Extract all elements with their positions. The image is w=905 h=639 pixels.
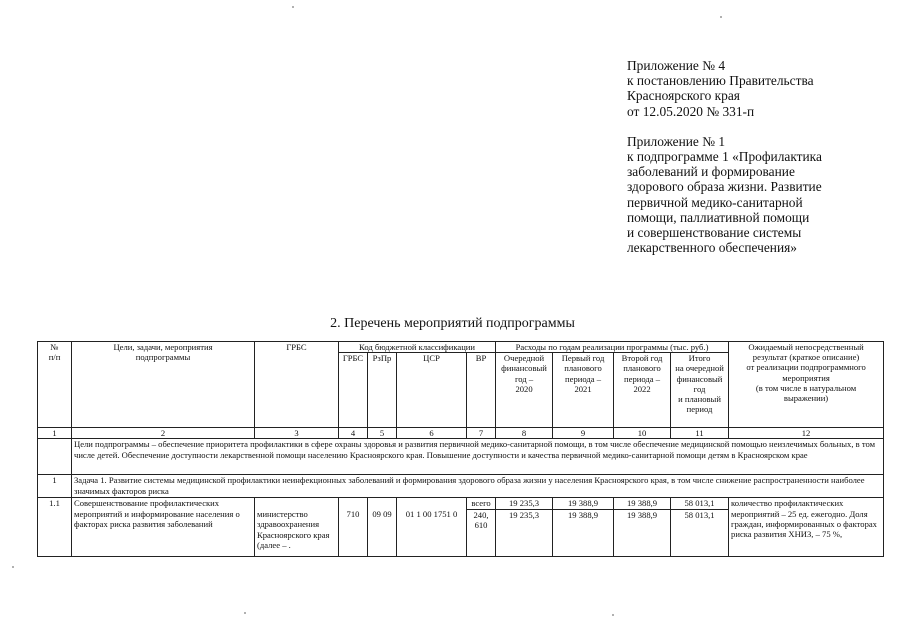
scan-speck xyxy=(244,612,246,614)
row-2021: 19 388,9 xyxy=(553,509,614,556)
total-2022: 19 388,9 xyxy=(614,498,671,509)
row-num: 1.1 xyxy=(38,498,72,556)
col-number: 3 xyxy=(255,428,339,439)
subappendix-line: к подпрограмме 1 «Профилактика xyxy=(627,149,822,165)
total-2021: 19 388,9 xyxy=(553,498,614,509)
row-kbk-csr: 01 1 00 1751 0 xyxy=(397,509,467,556)
col-number: 7 xyxy=(467,428,496,439)
measures-table xyxy=(37,341,884,557)
col-number: 11 xyxy=(671,428,729,439)
subappendix-line: лекарственного обеспечения» xyxy=(627,240,797,256)
scan-speck xyxy=(12,566,14,568)
row-grbs-top xyxy=(255,498,339,509)
header-year-2020: Очередной финансовый год – 2020 xyxy=(496,353,553,428)
scan-speck xyxy=(292,6,294,8)
total-label: всего xyxy=(467,498,496,509)
header-expenses: Расходы по годам реализации программы (тыс. руб.) xyxy=(496,342,729,353)
header-goals: Цели, задачи, мероприятия подпрограммы xyxy=(72,342,255,428)
empty-cell xyxy=(339,498,368,509)
header-year-2021: Первый год планового периода – 2021 xyxy=(553,353,614,428)
appendix-heading xyxy=(627,58,897,255)
subappendix-line: первичной медико-санитарной xyxy=(627,194,803,210)
goal-num-cell xyxy=(38,439,72,475)
row-kbk-vr: 240, 610 xyxy=(467,509,496,556)
col-number: 6 xyxy=(397,428,467,439)
col-number: 8 xyxy=(496,428,553,439)
col-number: 2 xyxy=(72,428,255,439)
total-2020: 19 235,3 xyxy=(496,498,553,509)
subappendix-line: заболеваний и формирование xyxy=(627,164,795,180)
col-number: 10 xyxy=(614,428,671,439)
section-title: 2. Перечень мероприятий подпрограммы xyxy=(330,316,575,331)
header-year-2022: Второй год планового периода – 2022 xyxy=(614,353,671,428)
col-number: 4 xyxy=(339,428,368,439)
header-kbk-grbs: ГРБС xyxy=(339,353,368,428)
empty-cell xyxy=(368,498,397,509)
col-number: 12 xyxy=(729,428,884,439)
goal-text: Цели подпрограммы – обеспечение приоритета профилактики в сфере охраны здоровья и развития первичной медико-санитарной помощи, в том числе обеспечение медицинской помощью неизлечимых больных, в том числе детей. Обеспечение доступности лекарственной помощи населению Красноярского края. Повышение доступности и качества первичной медико-санитарной помощи детям в Красноярском крае xyxy=(72,439,884,475)
header-kbk-rzpr: РзПр xyxy=(368,353,397,428)
header-kbk-vr: ВР xyxy=(467,353,496,428)
appendix-line: Красноярского края xyxy=(627,88,740,104)
subappendix-line: помощи, паллиативной помощи xyxy=(627,209,810,225)
row-2020: 19 235,3 xyxy=(496,509,553,556)
header-num: № п/п xyxy=(38,342,72,428)
appendix-line: Приложение № 4 xyxy=(627,58,726,73)
header-kbk: Код бюджетной классификации xyxy=(339,342,496,353)
row-result: количество профилактических мероприятий – 25 ед. ежегодно. Доля граждан, информированных о факторах риска развития ХНИЗ, – 75 %, xyxy=(729,498,884,556)
header-kbk-csr: ЦСР xyxy=(397,353,467,428)
subappendix-line: Приложение № 1 xyxy=(627,133,726,149)
col-number: 5 xyxy=(368,428,397,439)
scan-speck xyxy=(612,614,614,616)
task-num: 1 xyxy=(38,475,72,498)
col-number: 9 xyxy=(553,428,614,439)
header-result: Ожидаемый непосредственный результат (краткое описание) от реализации подпрограммного мероприятия (в том числе в натуральном выражении) xyxy=(729,342,884,428)
row-sum: 58 013,1 xyxy=(671,509,729,556)
appendix-line: к постановлению Правительства xyxy=(627,73,814,89)
row-name: Совершенствование профилактических мероприятий и информирование населения о факторах риска развития заболеваний xyxy=(72,498,255,556)
empty-cell xyxy=(397,498,467,509)
row-2022: 19 388,9 xyxy=(614,509,671,556)
row-grbs: министерство здравоохранения Красноярского края (далее – . xyxy=(255,509,339,556)
col-number: 1 xyxy=(38,428,72,439)
scan-speck xyxy=(720,16,722,18)
appendix-line: от 12.05.2020 № 331-п xyxy=(627,103,755,119)
subappendix-line: и совершенствование системы xyxy=(627,225,802,241)
row-kbk-grbs: 710 xyxy=(339,509,368,556)
subappendix-line: здорового образа жизни. Развитие xyxy=(627,179,822,195)
header-grbs: ГРБС xyxy=(255,342,339,428)
total-sum: 58 013,1 xyxy=(671,498,729,509)
row-kbk-rzpr: 09 09 xyxy=(368,509,397,556)
header-total: Итого на очередной финансовый год и плановый период xyxy=(671,353,729,428)
task-text: Задача 1. Развитие системы медицинской профилактики неинфекционных заболеваний и формирования здорового образа жизни у населения Красноярского края, в том числе снижение распространенности наиболее значимых факторов риска xyxy=(72,475,884,498)
